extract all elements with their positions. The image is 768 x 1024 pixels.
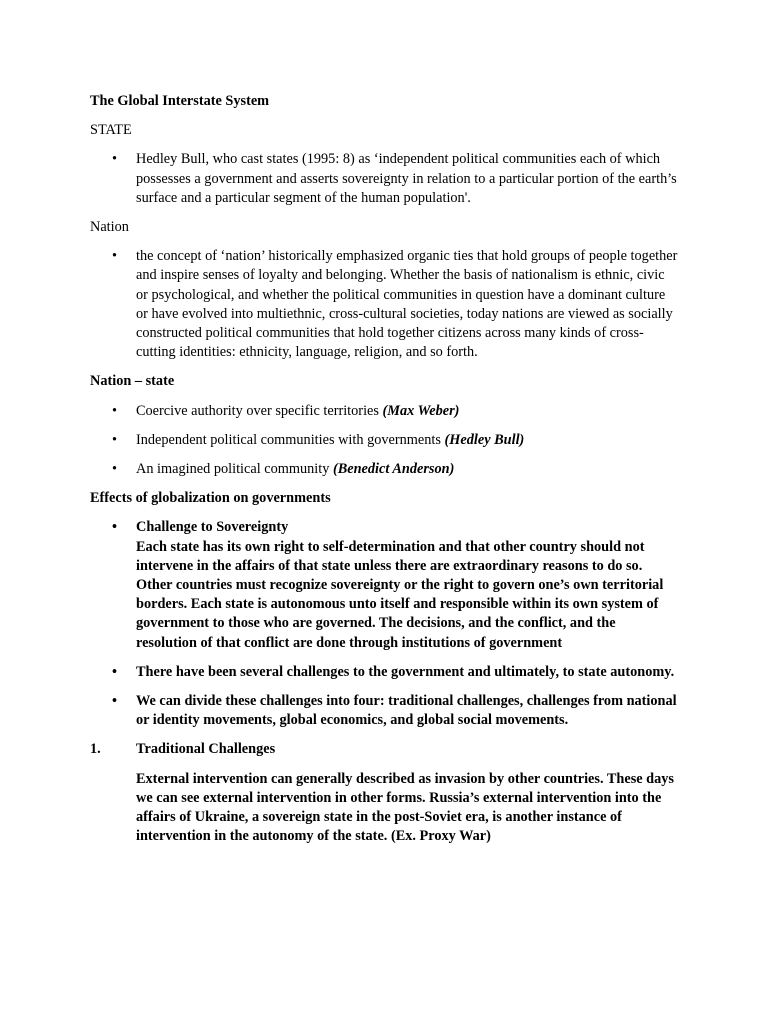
list-item: [90, 692, 680, 730]
nation-state-list: [90, 402, 680, 480]
document-content: [90, 92, 680, 847]
list-item-text: Each state has its own right to self-determination and that other country should not intervene in the affairs of that state unless there are extraordinary reasons to do so. Other countries must recognize sovereignty or the right to govern one’s own territorial borders. Each state is autonomous unto itself and responsible within its own system of government to those who are governed. The decisions, and the conflict, and the resolution of that conflict are done through institutions of government: [136, 538, 664, 651]
list-item-text: There have been several challenges to the government and ultimately, to state autonomy.: [136, 663, 675, 680]
bullet-icon: •: [112, 248, 118, 265]
list-item: [90, 150, 680, 208]
bullet-icon: •: [112, 431, 118, 448]
state-list: [90, 150, 680, 208]
numbered-body: External intervention can generally described as invasion by other countries. These days we can see external intervention in other forms. Russia’s external intervention into the affairs of Ukraine, a sovereign state in the post-Soviet era, is another instance of intervention in the autonomy of the state. (Ex. Proxy War): [136, 770, 674, 845]
list-item: [90, 460, 680, 479]
list-item: [90, 663, 680, 682]
citation: (Benedict Anderson): [332, 461, 455, 478]
bullet-icon: •: [112, 461, 118, 478]
citation: (Hedley Bull): [444, 431, 525, 448]
numbered-heading: [90, 740, 680, 759]
list-item-text: the concept of ‘nation’ historically emphasized organic ties that hold groups of people together and inspire senses of loyalty and belonging. Whether the basis of nationalism is ethnic, civic or psychological, and whether the political communities in question have a dominant culture or have evolved into multiethnic, cross-cultural societies, today nations are viewed as socially constructed political communities that hold together citizens across many kinds of cross-cutting identities: ethnicity, language, religion, and so forth.: [136, 248, 678, 361]
document-title: The Global Interstate System: [90, 93, 270, 109]
effects-list: [90, 518, 680, 730]
list-item-text: Hedley Bull, who cast states (1995: 8) as ‘independent political communities each of which possesses a government and asserts sovereignty in relation to a particular portion of the earth’s surface and a particular segment of the human population'.: [136, 151, 677, 206]
section-number: 1.: [90, 741, 101, 758]
list-item-text: Coercive authority over specific territories: [136, 402, 383, 419]
citation: (Max Weber): [382, 402, 460, 419]
bullet-icon: •: [112, 519, 118, 536]
bullet-icon: •: [112, 693, 118, 710]
list-item-text: Independent political communities with governments: [136, 431, 445, 448]
list-item-text: We can divide these challenges into four: traditional challenges, challenges from national or identity movements, global economics, and global social movements.: [136, 693, 677, 729]
list-item: [90, 402, 680, 421]
list-item: [90, 431, 680, 450]
bullet-icon: •: [112, 663, 118, 680]
nation-heading: Nation: [90, 219, 129, 236]
list-item: [90, 518, 680, 652]
nation-list: [90, 247, 680, 362]
list-item-text: An imagined political community: [136, 461, 333, 478]
numbered-section: [90, 740, 680, 846]
effects-heading: Effects of globalization on governments: [90, 490, 331, 507]
numbered-title: Traditional Challenges: [136, 741, 276, 758]
bullet-icon: •: [112, 402, 118, 419]
list-item: [90, 247, 680, 362]
list-item-title: Challenge to Sovereignty: [136, 519, 289, 536]
bullet-icon: •: [112, 151, 118, 168]
nation-state-heading: Nation – state: [90, 373, 175, 390]
state-heading: STATE: [90, 122, 132, 139]
